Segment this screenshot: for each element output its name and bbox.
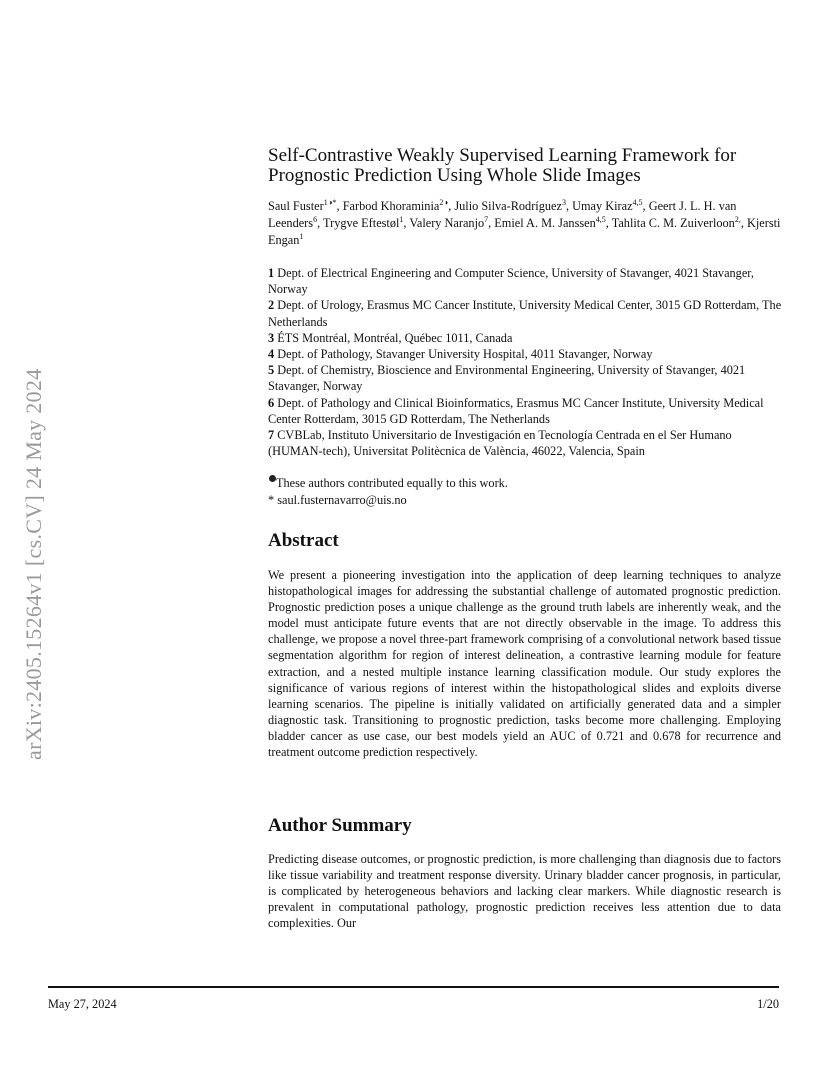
affiliation-number: 5: [268, 363, 275, 378]
author-affiliation-marker: 1◑*: [323, 197, 337, 207]
affiliation-item: [268, 346, 783, 362]
author-affiliation-marker: 4,5: [595, 214, 606, 224]
affiliation-text: Dept. of Chemistry, Bioscience and Environmental Engineering, University of Stavanger, 4021 Stavanger, Norway: [268, 363, 746, 394]
paper-title: Self-Contrastive Weakly Supervised Learning Framework for Prognostic Prediction Using Whole Slide Images: [268, 145, 737, 186]
author-summary-text: Predicting disease outcomes, or prognostic prediction, is more challenging than diagnosis due to factors like tissue variability and treatment response diversity. Urinary bladder cancer prognosis, in particular, is complicated by heterogeneous behaviors and lacking clear markers. While diagnostic research is prevalent in computational pathology, prognostic prediction receives less attention due to data complexities. Our: [268, 852, 781, 931]
author-affiliation-marker: 1: [399, 214, 404, 224]
author-list: Saul Fuster$^{1◑*}$, Farbod Khoraminia$^{2◑}$, Julio Silva-Rodríguez$^3$, Umay Kiraz$^{4,5}$, Geert J. L. H. van Leenders$^6$, Trygve Eftestøl$^1$, Valery Naranjo$^7$, Emiel A. M. Janssen$^{4,5}$, Tahlita C. M. Zuiverloon$^{2,}$, Kjersti Engan$^1$: [268, 197, 781, 247]
page-number: 1/20: [757, 997, 779, 1011]
author-affiliation-marker: 4,5: [632, 197, 643, 207]
author-notes: [268, 475, 780, 508]
affiliation-item: [268, 297, 783, 329]
author-name: Kjersti Engan: [268, 216, 781, 247]
affiliation-number: 4: [268, 347, 275, 362]
author-name: Tahlita C. M. Zuiverloon: [611, 216, 735, 230]
author-name: Valery Naranjo: [409, 216, 485, 230]
author-name: Farbod Khoraminia: [342, 199, 440, 213]
affiliation-text: Dept. of Pathology, Stavanger University Hospital, 4011 Stavanger, Norway: [274, 347, 653, 362]
affiliation-item: [268, 427, 783, 459]
author-affiliation-marker: 1: [299, 231, 304, 241]
affiliation-list: [268, 265, 783, 459]
author-affiliation-marker: 7: [484, 214, 489, 224]
affiliation-text: Dept. of Pathology and Clinical Bioinformatics, Erasmus MC Cancer Institute, University Medical Center Rotterdam, 3015 GD Rotterdam, The Netherlands: [268, 395, 764, 426]
corresponding-email[interactable]: * saul.fusternavarro@uis.no: [268, 492, 407, 507]
footer-rule: [48, 986, 779, 988]
affiliation-text: Dept. of Urology, Erasmus MC Cancer Institute, University Medical Center, 3015 GD Rotterdam, The Netherlands: [268, 298, 782, 329]
affiliation-item: [268, 362, 783, 394]
abstract-text: We present a pioneering investigation into the application of deep learning techniques to analyze histopathological images for addressing the substantial challenge of automated prognostic prediction. Prognostic prediction poses a unique challenge as the ground truth labels are inherently weak, and the model must anticipate future events that are not directly observable in the image. To address this challenge, we propose a novel three-part framework comprising of a convolutional network based tissue segmentation algorithm for region of interest delineation, a contrastive learning module for feature extraction, and a nested multiple instance learning classification module. Our study explores the significance of various regions of interest within the histopathological slides and exploits diverse learning scenarios. The pipeline is initially validated on artificially generated data and a simpler diagnostic task. Transitioning to prognostic prediction, tasks become more challenging. Employing bladder cancer as use case, our best models yield an AUC of 0.721 and 0.678 for recurrence and treatment outcome prediction respectively.: [268, 568, 781, 760]
arxiv-id-text: arXiv:2405.15264v1 [cs.CV] 24 May 2024: [21, 368, 46, 760]
affiliation-text: CVBLab, Instituto Universitario de Investigación en Tecnología Centrada en el Ser Humano (HUMAN-tech), Universitat Politècnica de València, 46022, Valencia, Spain: [268, 428, 732, 459]
affiliation-number: 1: [268, 266, 275, 280]
affiliation-number: 6: [268, 395, 275, 410]
footer-date: May 27, 2024: [48, 997, 117, 1011]
affiliation-item: [268, 265, 783, 297]
author-summary-heading: Author Summary: [268, 815, 412, 836]
author-name: Julio Silva-Rodríguez: [454, 199, 562, 213]
author-affiliation-marker: 6: [313, 214, 318, 224]
affiliation-item: [268, 395, 783, 427]
author-name: Umay Kiraz: [572, 199, 633, 213]
author-affiliation-marker: 2,: [734, 214, 741, 224]
author-affiliation-marker: 2◑: [439, 197, 449, 207]
equal-contribution-icon: [269, 475, 276, 482]
author-name: Trygve Eftestøl: [323, 216, 400, 230]
affiliation-number: 3: [268, 330, 275, 345]
author-affiliation-marker: 3: [561, 197, 566, 207]
equal-contribution-note: These authors contributed equally to this work.: [268, 475, 780, 492]
affiliation-text: Dept. of Electrical Engineering and Computer Science, University of Stavanger, 4021 Stavanger, Norway: [268, 266, 754, 297]
affiliation-number: 7: [268, 428, 275, 443]
author-name: Geert J. L. H. van Leenders: [268, 199, 737, 230]
affiliation-item: [268, 330, 783, 346]
affiliation-number: 2: [268, 298, 275, 313]
author-name: Emiel A. M. Janssen: [494, 216, 596, 230]
abstract-heading: Abstract: [268, 530, 339, 551]
affiliation-text: ÉTS Montréal, Montréal, Québec 1011, Canada: [274, 330, 513, 345]
author-name: Saul Fuster: [268, 199, 324, 213]
